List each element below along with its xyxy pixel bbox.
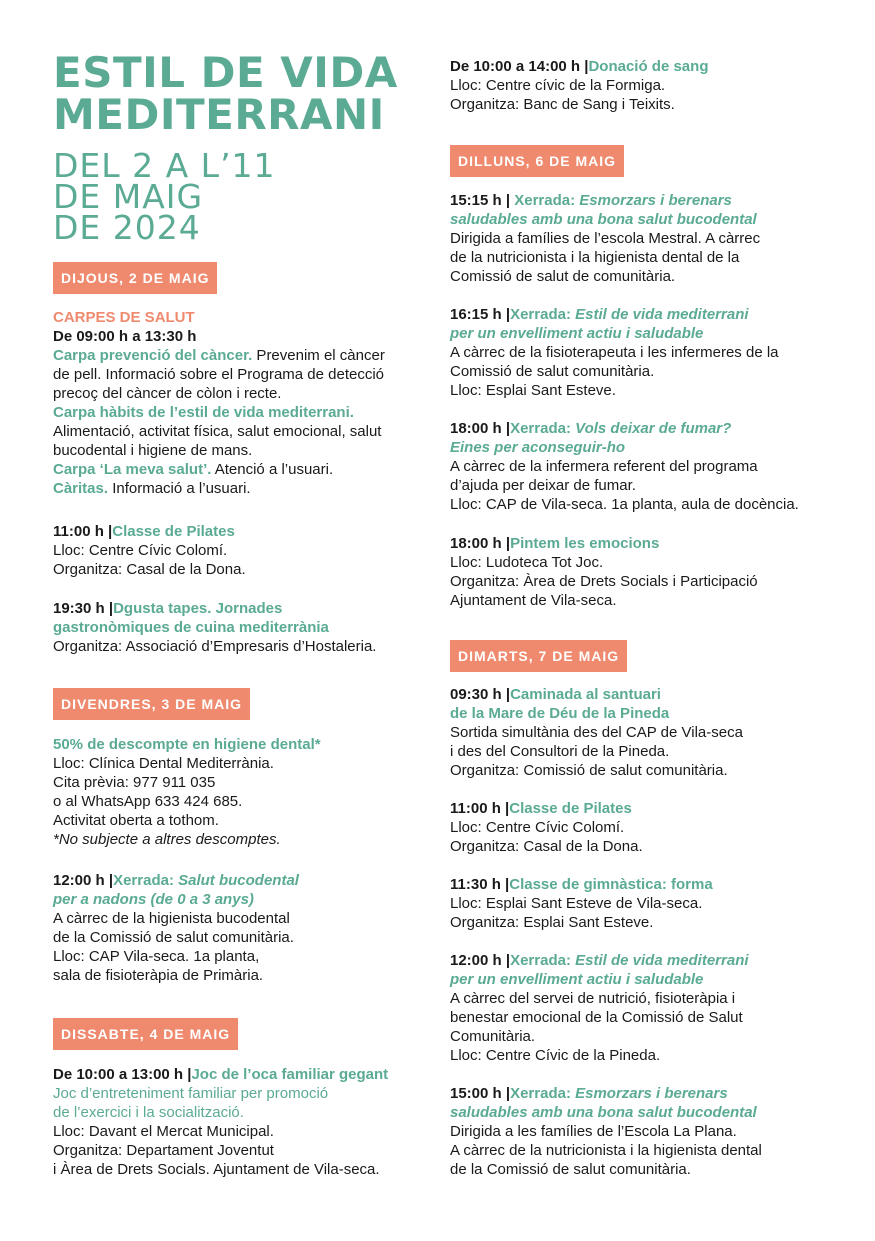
event-esmorzars-mestral: 15:15 h | Xerrada: Esmorzars i berenars saludables amb una bona salut bucodental Dirigida a famílies de l’escola Mestral. A càrrec de la nutricionista i la higienista dental de la Comissió de salut de comunitària.	[450, 192, 761, 285]
event-title-line-1: Salut bucodental	[178, 872, 299, 889]
date-line-3: DE 2024	[53, 208, 201, 247]
event-dgusta-tapes: 19:30 h |Dgusta tapes. Jornades gastronòmiques de cuina mediterrània Organitza: Associació d’Empresaris d’Hostaleria.	[53, 600, 377, 655]
carpes-heading: CARPES DE SALUT	[53, 309, 195, 326]
event-title-line-1: Esmorzars i berenars	[575, 1085, 728, 1102]
event-organizer: Organitza: Comissió de salut comunitària.	[450, 762, 728, 779]
event-line-3: Lloc: CAP Vila-seca. 1a planta,	[53, 948, 260, 965]
event-title-line-1: Vols deixar de fumar?	[575, 420, 732, 437]
event-title-line-1: Caminada al santuari	[510, 686, 661, 703]
event-time: 12:00 h	[53, 872, 105, 889]
event-location: Lloc: CAP de Vila-seca. 1a planta, aula de docència.	[450, 496, 799, 513]
carpa-habits-line-1: Alimentació, activitat física, salut emocional, salut	[53, 423, 382, 440]
event-title-line-1: Esmorzars i berenars	[579, 192, 732, 209]
caritas-text: Informació a l’usuari.	[108, 480, 251, 497]
event-kind: Xerrada:	[510, 420, 576, 437]
event-location: Lloc: Centre cívic de la Formiga.	[450, 77, 666, 94]
event-title: Pintem les emocions	[510, 535, 660, 552]
event-desc-2: de l’exercici i la socialització.	[53, 1104, 244, 1121]
title-line-2: MEDITERRANI	[53, 90, 385, 139]
carpa-cancer-line-3: precoç del càncer de còlon i recte.	[53, 385, 282, 402]
event-line-2: d’ajuda per deixar de fumar.	[450, 477, 636, 494]
event-location: Lloc: Davant el Mercat Municipal.	[53, 1123, 274, 1140]
event-pilates-dimarts: 11:00 h |Classe de Pilates Lloc: Centre Cívic Colomí. Organitza: Casal de la Dona.	[450, 800, 643, 855]
event-title-line-2: per un envelliment actiu i saludable	[450, 971, 704, 988]
event-line-3: Comunitària.	[450, 1028, 536, 1045]
event-title: Joc de l’oca familiar gegant	[191, 1066, 389, 1083]
event-pintem-emocions: 18:00 h |Pintem les emocions Lloc: Ludoteca Tot Joc. Organitza: Àrea de Drets Socials i Participació Ajuntament de Vila-seca.	[450, 535, 758, 609]
event-location: Lloc: Centre Cívic Colomí.	[53, 542, 228, 559]
date-line-1: DEL 2 A L’11	[53, 146, 276, 185]
event-line-2: benestar emocional de la Comissió de Salut	[450, 1009, 743, 1026]
carpa-salut-text: Atenció a l’usuari.	[211, 461, 334, 478]
event-location: Lloc: Clínica Dental Mediterrània.	[53, 755, 274, 772]
event-time: 16:15 h	[450, 306, 502, 323]
event-line-2: de la nutricionista i la higienista dental de la	[450, 249, 740, 266]
event-line-3: Comissió de salut de comunitària.	[450, 268, 676, 285]
event-phone: Cita prèvia: 977 911 035	[53, 774, 216, 791]
date-line-2: DE MAIG	[53, 177, 204, 216]
event-title-line-2: saludables amb una bona salut bucodental	[450, 1104, 757, 1121]
page-title	[53, 48, 398, 139]
event-title-line-2: de la Mare de Déu de la Pineda	[450, 705, 670, 722]
event-location: Lloc: Centre Cívic Colomí.	[450, 819, 625, 836]
event-time: 09:30 h	[450, 686, 502, 703]
day-header-dijous: DIJOUS, 2 DE MAIG	[53, 262, 217, 294]
event-title: Classe de gimnàstica: forma	[509, 876, 713, 893]
event-line-1: A càrrec de la fisioterapeuta i les infermeres de la	[450, 344, 779, 361]
event-time: 11:30 h	[450, 876, 501, 893]
day-header-divendres: DIVENDRES, 3 DE MAIG	[53, 688, 250, 720]
event-line-1: Dirigida a les famílies de l’Escola La Plana.	[450, 1123, 737, 1140]
event-line-2: Comissió de salut comunitària.	[450, 363, 655, 380]
event-time: De 10:00 a 13:00 h	[53, 1066, 184, 1083]
event-caminada: 09:30 h |Caminada al santuari de la Mare de Déu de la Pineda Sortida simultània des del CAP de Vila-seca i des del Consultori de la Pineda. Organitza: Comissió de salut comunitària.	[450, 686, 743, 779]
carpa-habits-title: Carpa hàbits de l’estil de vida mediterrani.	[53, 404, 354, 421]
event-time: 12:00 h	[450, 952, 502, 969]
event-line-1: Sortida simultània des del CAP de Vila-seca	[450, 724, 743, 741]
event-line-1: Dirigida a famílies de l’escola Mestral. A càrrec	[450, 230, 761, 247]
event-title-line-1: Dgusta tapes. Jornades	[113, 600, 283, 617]
event-location: Lloc: Centre Cívic de la Pineda.	[450, 1047, 661, 1064]
event-title: 50% de descompte en higiene dental*	[53, 736, 321, 753]
event-line-2: de la Comissió de salut comunitària.	[53, 929, 294, 946]
event-time: 18:00 h	[450, 420, 502, 437]
event-time: 15:15 h	[450, 192, 502, 209]
event-kind: Xerrada:	[510, 306, 576, 323]
event-joc-oca: De 10:00 a 13:00 h |Joc de l’oca familiar gegant Joc d’entreteniment familiar per promoció de l’exercici i la socialització. Lloc: Davant el Mercat Municipal. Organitza: Departament Joventut i Àrea de Drets Socials. Ajuntament de Vila-seca.	[53, 1066, 389, 1178]
carpa-cancer-title: Carpa prevenció del càncer.	[53, 347, 253, 364]
event-desc-1: Joc d’entreteniment familiar per promoció	[53, 1085, 329, 1102]
carpes-time: De 09:00 h a 13:30 h	[53, 328, 197, 345]
event-location: Lloc: Ludoteca Tot Joc.	[450, 554, 604, 571]
event-title-line-2: per a nadons (de 0 a 3 anys)	[53, 891, 254, 908]
event-line-2: A càrrec de la nutricionista i la higienista dental	[450, 1142, 762, 1159]
event-gimnastica: 11:30 h |Classe de gimnàstica: forma Lloc: Esplai Sant Esteve de Vila-seca. Organitza: Esplai Sant Esteve.	[450, 876, 713, 931]
event-note: *No subjecte a altres descomptes.	[53, 831, 281, 848]
event-descompte-dental	[53, 735, 321, 849]
event-organizer-2: Ajuntament de Vila-seca.	[450, 592, 617, 609]
event-kind: Xerrada:	[514, 192, 580, 209]
caritas-title: Càritas.	[53, 480, 109, 497]
event-title-line-2: saludables amb una bona salut bucodental	[450, 211, 757, 228]
event-line-1: A càrrec de la higienista bucodental	[53, 910, 290, 927]
carpa-salut-title: Carpa ‘La meva salut’.	[53, 461, 212, 478]
event-open: Activitat oberta a tothom.	[53, 812, 219, 829]
event-organizer-2: i Àrea de Drets Socials. Ajuntament de Vila-seca.	[53, 1161, 380, 1178]
carpa-cancer-line-2: de pell. Informació sobre el Programa de detecció	[53, 366, 385, 383]
event-location: Lloc: Esplai Sant Esteve.	[450, 382, 616, 399]
event-organizer: Organitza: Associació d’Empresaris d’Hostaleria.	[53, 638, 377, 655]
event-donacio-sang: De 10:00 a 14:00 h |Donació de sang Lloc: Centre cívic de la Formiga. Organitza: Banc de Sang i Teixits.	[450, 58, 709, 113]
event-deixar-fumar: 18:00 h |Xerrada: Vols deixar de fumar? Eines per aconseguir-ho A càrrec de la infermera referent del programa d’ajuda per deixar de fumar. Lloc: CAP de Vila-seca. 1a planta, aula de docència.	[450, 420, 799, 513]
event-kind: Xerrada:	[510, 1085, 576, 1102]
event-title: Classe de Pilates	[112, 523, 235, 540]
event-time: 15:00 h	[450, 1085, 502, 1102]
event-organizer: Organitza: Casal de la Dona.	[450, 838, 643, 855]
event-whatsapp: o al WhatsApp 633 424 685.	[53, 793, 243, 810]
event-esmorzars-la-plana: 15:00 h |Xerrada: Esmorzars i berenars saludables amb una bona salut bucodental Dirigida a les famílies de l’Escola La Plana. A càrrec de la nutricionista i la higienista dental de la Comissió de salut comunitària.	[450, 1085, 762, 1178]
event-envelliment-dimarts: 12:00 h |Xerrada: Estil de vida mediterrani per un envelliment actiu i saludable A càrrec del servei de nutrició, fisioteràpia i benestar emocional de la Comissió de Salut Comunitària. Lloc: Centre Cívic de la Pineda.	[450, 952, 749, 1064]
event-title: Classe de Pilates	[509, 800, 632, 817]
day-header-dilluns: DILLUNS, 6 DE MAIG	[450, 145, 624, 177]
carpa-habits-line-2: bucodental i higiene de mans.	[53, 442, 253, 459]
event-organizer: Organitza: Esplai Sant Esteve.	[450, 914, 654, 931]
event-title: Donació de sang	[588, 58, 709, 75]
event-location: Lloc: Esplai Sant Esteve de Vila-seca.	[450, 895, 703, 912]
event-time: 11:00 h	[53, 523, 104, 540]
event-organizer-1: Organitza: Àrea de Drets Socials i Participació	[450, 573, 758, 590]
event-title-line-1: Estil de vida mediterrani	[575, 306, 749, 323]
event-time: 19:30 h	[53, 600, 105, 617]
event-title-line-2: gastronòmiques de cuina mediterrània	[53, 619, 329, 636]
event-title-line-2: per un envelliment actiu i saludable	[450, 325, 704, 342]
event-title-line-1: Estil de vida mediterrani	[575, 952, 749, 969]
event-time: De 10:00 a 14:00 h	[450, 58, 581, 75]
event-title-line-2: Eines per aconseguir-ho	[450, 439, 626, 456]
event-line-3: de la Comissió de salut comunitària.	[450, 1161, 691, 1178]
day-header-dimarts: DIMARTS, 7 DE MAIG	[450, 640, 627, 672]
event-organizer-1: Organitza: Departament Joventut	[53, 1142, 274, 1159]
event-kind: Xerrada:	[510, 952, 576, 969]
event-kind: Xerrada:	[113, 872, 179, 889]
event-envelliment-dilluns: 16:15 h |Xerrada: Estil de vida mediterrani per un envelliment actiu i saludable A càrrec de la fisioterapeuta i les infermeres de la Comissió de salut comunitària. Lloc: Esplai Sant Esteve.	[450, 306, 779, 399]
event-line-1: A càrrec de la infermera referent del programa	[450, 458, 758, 475]
carpa-cancer-text: Prevenim el càncer	[252, 347, 385, 364]
event-organizer: Organitza: Banc de Sang i Teixits.	[450, 96, 675, 113]
event-line-2: i des del Consultori de la Pineda.	[450, 743, 670, 760]
day-header-dissabte: DISSABTE, 4 DE MAIG	[53, 1018, 238, 1050]
event-salut-bucodental-nadons: 12:00 h |Xerrada: Salut bucodental per a nadons (de 0 a 3 anys) A càrrec de la higienista bucodental de la Comissió de salut comunitària. Lloc: CAP Vila-seca. 1a planta, sala de fisioteràpia de Primària.	[53, 872, 299, 984]
event-organizer: Organitza: Casal de la Dona.	[53, 561, 246, 578]
event-line-4: sala de fisioteràpia de Primària.	[53, 967, 264, 984]
event-time: 18:00 h	[450, 535, 502, 552]
event-line-1: A càrrec del servei de nutrició, fisioteràpia i	[450, 990, 736, 1007]
title-line-1: ESTIL DE VIDA	[53, 48, 398, 97]
carpes-de-salut	[53, 308, 385, 498]
date-range	[53, 146, 276, 247]
event-time: 11:00 h	[450, 800, 501, 817]
event-pilates-dijous: 11:00 h |Classe de Pilates Lloc: Centre Cívic Colomí. Organitza: Casal de la Dona.	[53, 523, 246, 578]
